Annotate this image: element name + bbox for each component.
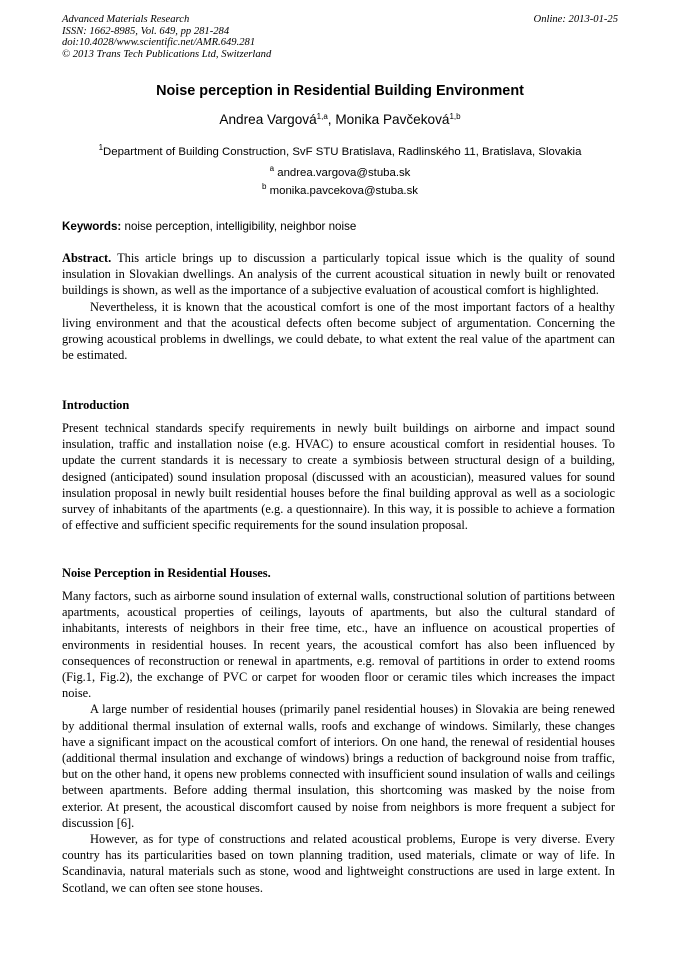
author-line: [62, 112, 618, 127]
keywords: [62, 220, 618, 233]
noise-paragraph-1: Many factors, such as airborne sound insulation of external walls, constructional solution of partitions between apartments, acoustical properties of ceilings, layouts of apartments, but also the cultural standard of inhabitants, interests of neighbors in their free time, etc., have an influence on acoustical properties of environments in residential houses. In recent years, the acoustical comfort has also been influenced by consequences of reconstruction or renewal in apartments, e.g. removal of partitions in order to extend rooms (Fig.1, Fig.2), the exchange of PVC or carpet for wooden floor or ceramic tiles which increases the impact noise.: [62, 589, 615, 701]
copyright-line: © 2013 Trans Tech Publications Ltd, Switzerland: [62, 48, 272, 60]
email-b-marker: b: [262, 182, 267, 191]
affiliation-marker: 1: [98, 143, 104, 152]
keywords-label: Keywords:: [62, 220, 122, 233]
abstract-paragraph-1: [62, 250, 615, 299]
abstract-text-1: This article brings up to discussion a particularly topical issue which is the quality of sound insulation in Slovakian dwellings. An analysis of the current acoustical situation in newly built or renovated buildings is shown, as well as the importance of a subjective evaluation of acoustical comfort is highlighted.: [62, 251, 615, 298]
email-a: [62, 164, 618, 179]
doi-line: doi:10.4028/www.scientific.net/AMR.649.281: [62, 37, 256, 49]
email-a-marker: a: [269, 164, 275, 173]
abstract-paragraph-2: Nevertheless, it is known that the acoustical comfort is one of the most important factors of a healthy living environment and that the acoustical defects often become subject of argumentation. Concerning the growing acoustical problems in dwellings, we could debate, to what extent the real value of the apartment can be estimated.: [62, 299, 615, 363]
affiliation: [62, 143, 618, 158]
author-separator: ,: [327, 112, 336, 127]
abstract-label: Abstract.: [62, 251, 112, 265]
section-heading-introduction: Introduction: [62, 398, 130, 412]
issn-line: ISSN: 1662-8985, Vol. 649, pp 281-284: [62, 25, 230, 37]
journal-name: Advanced Materials Research: [62, 14, 190, 25]
online-date: Online: 2013-01-25: [533, 14, 618, 25]
paper-title: Noise perception in Residential Building Environment: [156, 83, 524, 99]
section-heading-noise-perception: Noise Perception in Residential Houses.: [62, 566, 271, 580]
journal-header: [62, 14, 618, 60]
author-2: Monika Pavčeková: [335, 112, 450, 127]
introduction-body: [62, 420, 615, 533]
email-b-address: monika.pavcekova@stuba.sk: [269, 185, 418, 197]
abstract: [62, 250, 615, 363]
affiliation-text: Department of Building Construction, SvF STU Bratislava, Radlinského 11, Bratislava, Slovakia: [103, 146, 582, 158]
author-1-affil: 1,a: [316, 112, 328, 121]
email-a-address: andrea.vargova@stuba.sk: [277, 167, 411, 179]
noise-perception-body: [62, 588, 615, 896]
introduction-paragraph-1: Present technical standards specify requirements in newly built buildings on airborne and impact sound insulation, traffic and installation noise (e.g. HVAC) to ensure acoustical comfort in residential houses. To update the current standards it is necessary to create a symbiosis between structural design of a building, designed (anticipated) sound insulation proposal (discussed with an acoustician), measured values for sound insulation proposal in newly built residential houses before the final building approval as well as a sociologic survey of inhabitants of the apartments (e.g. a questionnaire). In this way, it is possible to achieve a formation of effective and sufficient specific requirements for the sound insulation proposal.: [62, 421, 615, 533]
noise-paragraph-2: A large number of residential houses (primarily panel residential houses) in Slovakia are being renewed by additional thermal insulation of external walls, roofs and exchange of windows. Similarly, these changes have a significant impact on the acoustical comfort of interiors. On one hand, the renewal of residential houses (additional thermal insulation and exchange of windows) brings a reduction of background noise from traffic, but on the other hand, it opens new problems connected with insufficient sound insulation of walls and ceilings between apartments. Before adding thermal insulation, this shortcoming was masked by the noise from exterior. At present, the acoustical discomfort caused by noise from neighbors is more frequent a subject for discussion [6].: [62, 702, 615, 830]
keywords-text: noise perception, intelligibility, neighbor noise: [124, 220, 357, 233]
email-b: [62, 182, 618, 197]
author-1: Andrea Vargová: [219, 112, 317, 127]
author-2-affil: 1,b: [449, 112, 461, 121]
noise-paragraph-3: However, as for type of constructions and related acoustical problems, Europe is very diverse. Every country has its particularities based on town planning tradition, used materials, climate or way of life. In Scandinavia, natural materials such as stone, wood and lightweight constructions are used in large extent. In Scotland, we can often see stone houses.: [62, 832, 615, 895]
